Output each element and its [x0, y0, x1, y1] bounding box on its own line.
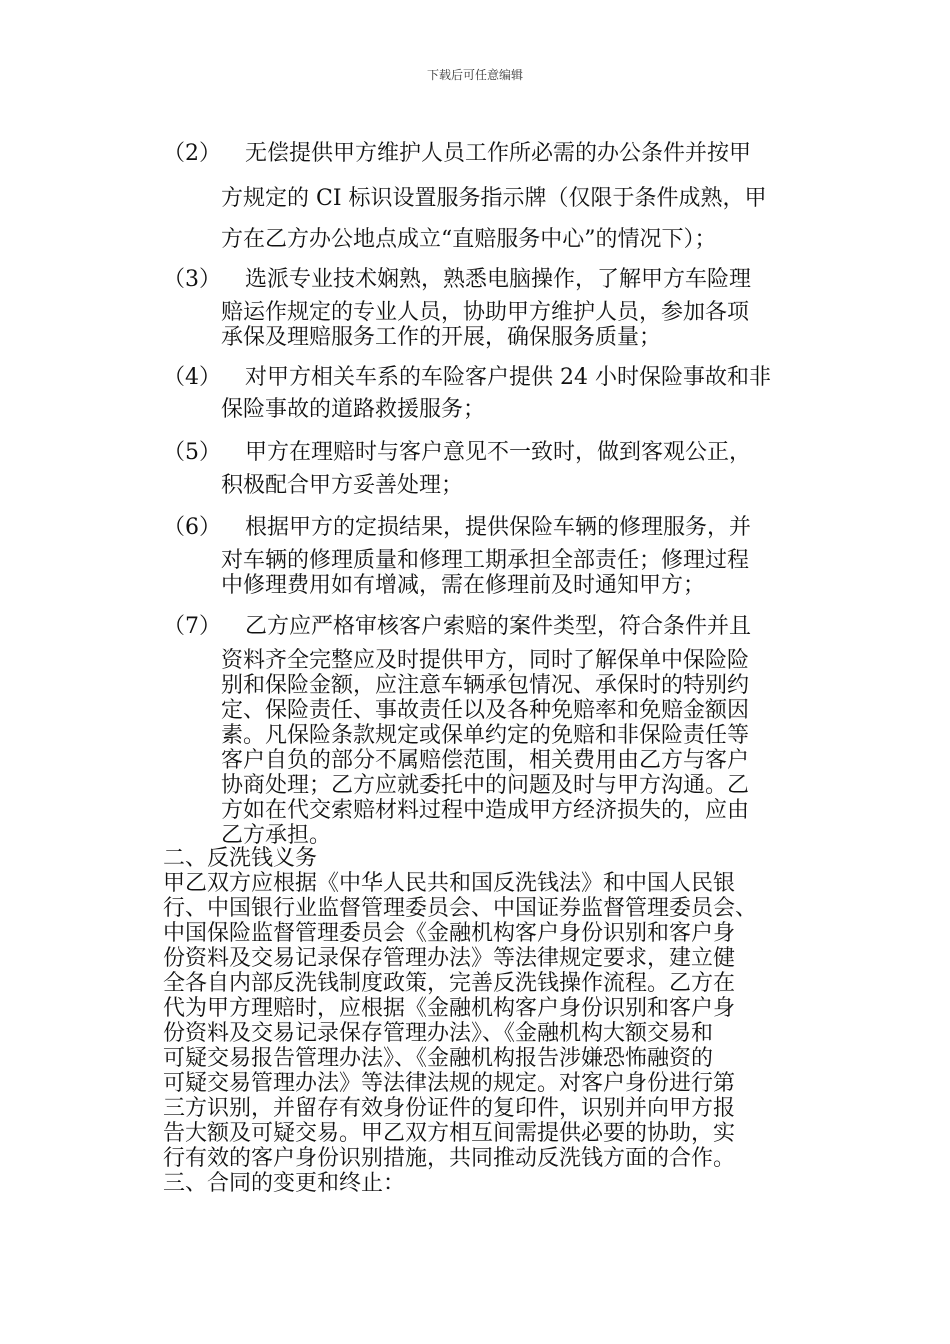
list-item-2-first-line: [163, 136, 813, 167]
text-line: 积极配合甲方妥善处理；: [221, 473, 464, 498]
text-line: 保险事故的道路救援服务；: [221, 397, 486, 422]
list-item-6-continuation: [221, 548, 821, 598]
list-item-text: 甲方在理赔时与客户意见不一致时，做到客观公正，: [245, 440, 752, 465]
text-line: 甲乙双方应根据《中华人民共和国反洗钱法》和中国人民银: [163, 871, 736, 896]
text-line: 三方识别，并留存有效身份证件的复印件，识别并向甲方报: [163, 1096, 736, 1121]
list-item-number: （7）: [163, 614, 221, 639]
list-item-number: （3）: [163, 267, 221, 292]
list-item-4-continuation: [221, 397, 821, 422]
text-line: 承保及理赔服务工作的开展，确保服务质量；: [221, 325, 662, 350]
list-item-text: 根据甲方的定损结果，提供保险车辆的修理服务，并: [245, 515, 752, 540]
list-item-2-continuation: [221, 186, 821, 211]
list-item-2-continuation: [221, 227, 821, 252]
list-item-text: 对甲方相关车系的车险客户提供 24 小时保险事故和非: [245, 365, 771, 390]
text-line: 份资料及交易记录保存管理办法》、《金融机构大额交易和: [163, 1021, 714, 1046]
list-item-6-first-line: [163, 510, 813, 541]
section-anti-money-laundering: [163, 846, 843, 1196]
list-item-5-continuation: [221, 473, 821, 498]
list-item-5-first-line: [163, 435, 813, 466]
text-line: 全各自内部反洗钱制度政策，完善反洗钱操作流程。乙方在: [163, 971, 736, 996]
text-line: 中修理费用如有增减，需在修理前及时通知甲方；: [221, 573, 706, 598]
text-line: 告大额及可疑交易。甲乙双方相互间需提供必要的协助，实: [163, 1121, 736, 1146]
text-line: 定、保险责任、事故责任以及各种免赔率和免赔金额因: [221, 698, 750, 723]
list-item-3-continuation: [221, 300, 821, 350]
list-item-number: （2）: [163, 141, 221, 166]
text-line: 协商处理；乙方应就委托中的问题及时与甲方沟通。乙: [221, 773, 750, 798]
list-item-text: 无偿提供甲方维护人员工作所必需的办公条件并按甲: [245, 141, 752, 166]
list-item-text: 乙方应严格审核客户索赔的案件类型，符合条件并且: [245, 614, 752, 639]
list-item-number: （4）: [163, 365, 221, 390]
text-line: 对车辆的修理质量和修理工期承担全部责任；修理过程: [221, 548, 750, 573]
page-header: 下载后可任意编辑: [426, 68, 523, 82]
text-line: 可疑交易报告管理办法》、《金融机构报告涉嫌恐怖融资的: [163, 1046, 714, 1071]
text-line: 资料齐全完整应及时提供甲方，同时了解保单中保险险: [221, 648, 750, 673]
text-line: 客户自负的部分不属赔偿范围，相关费用由乙方与客户: [221, 748, 750, 773]
list-item-text: 选派专业技术娴熟，熟悉电脑操作，了解甲方车险理: [245, 267, 752, 292]
list-item-number: （6）: [163, 515, 221, 540]
list-item-7-continuation: [221, 648, 821, 848]
section-heading: 三、合同的变更和终止：: [163, 1171, 406, 1196]
text-line: 可疑交易管理办法》等法律法规的规定。对客户身份进行第: [163, 1071, 736, 1096]
list-item-7-first-line: [163, 609, 813, 640]
text-line: 中国保险监督管理委员会《金融机构客户身份识别和客户身: [163, 921, 736, 946]
text-line: 方在乙方办公地点成立“直赔服务中心”的情况下）；: [221, 227, 717, 252]
text-line: 素。凡保险条款规定或保单约定的免赔和非保险责任等: [221, 723, 750, 748]
text-line: 乙方承担。: [221, 823, 332, 848]
text-line: 方如在代交索赔材料过程中造成甲方经济损失的，应由: [221, 798, 750, 823]
text-line: 代为甲方理赔时，应根据《金融机构客户身份识别和客户身: [163, 996, 736, 1021]
list-item-4-first-line: [163, 360, 813, 391]
text-line: 别和保险金额，应注意车辆承包情况、承保时的特别约: [221, 673, 750, 698]
text-line: 份资料及交易记录保存管理办法》等法律规定要求，建立健: [163, 946, 736, 971]
text-line: 方规定的 CI 标识设置服务指示牌（仅限于条件成熟，甲: [221, 186, 767, 211]
list-item-3-first-line: [163, 262, 813, 293]
text-line: 行有效的客户身份识别措施，共同推动反洗钱方面的合作。: [163, 1146, 736, 1171]
text-line: 行、中国银行业监督管理委员会、中国证券监督管理委员会、: [163, 896, 758, 921]
text-line: 赔运作规定的专业人员，协助甲方维护人员，参加各项: [221, 300, 750, 325]
section-heading: 二、反洗钱义务: [163, 846, 318, 871]
list-item-number: （5）: [163, 440, 221, 465]
